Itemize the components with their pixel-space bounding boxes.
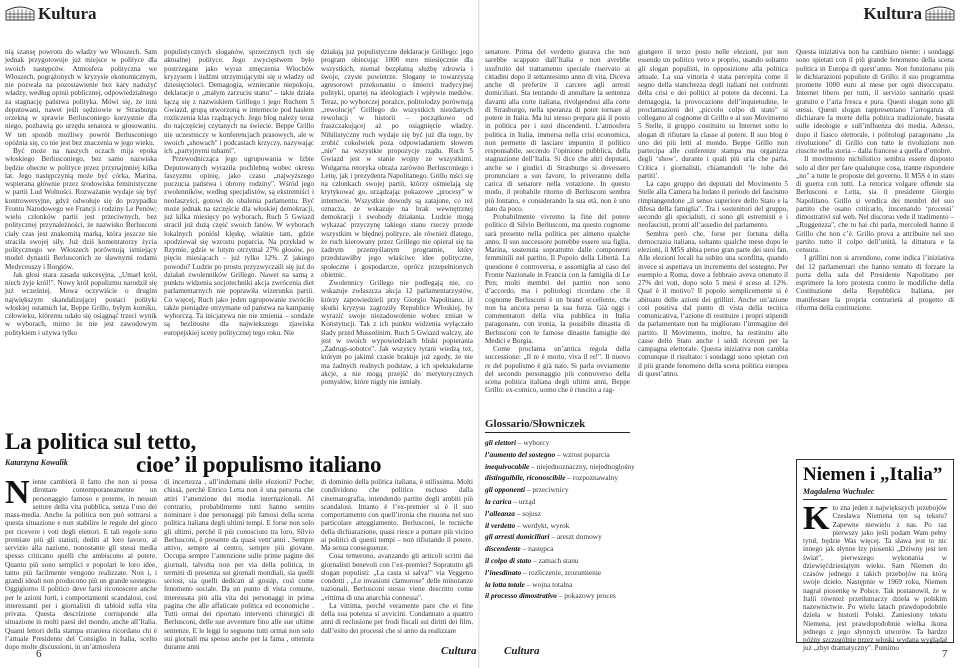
glossary-term: gli elettori <box>485 438 516 447</box>
paragraph: populistycznych sloganów, sprzecznych tych się aktualnej polityce. Jego zwycięstwem było postrzegane jako wyraz zmęczenia Włochów kryzysem i ludźmi utrzymującymi się u władzy od dziesięcioleci. Demagogia, wzniecanie niepokoju, deklaracje o „małym zarzuciu stanu" – takie działa łączą się z nazwiskiem Grillego i jego Ruchem 5 Gwiazd, grupą utworzoną w internecie pod hasłem rozliczenia klas rządzących. Jego blog należy teraz do najczęściej czytanych na świecie. Beppe Grillo nie uczestniczy w konferencjach prasowych, ale w swoich „showach" i podcastach krzyczy, nazywając ich „partyjnymi tubami". <box>164 48 314 155</box>
glossary-translation: – areszt domowy <box>551 532 602 542</box>
glossary-entry <box>485 449 630 461</box>
glossary-entry <box>485 555 630 567</box>
page-number: 7 <box>942 648 948 660</box>
paragraph: senatore. Prima del verdetto giurava che non sarebbe scappato dall’Italia e non avrebbe usufruito del trattamento speciale riservato ai cittadini dopo il settantesimo anno di vita. Diceva anche di preferire il carcere agli arresti domiciliari. Sta tentando di annullare la sentenza davanti alla corte italiana, rivolgendosi alla corte di Strasburgo, nella speranza di poter tornare al potere in Italia. Ma lui stesso prepara già il posto in politica per i suoi discendenti. L’atmosfera politica in Italia, immersa nella crisi economica, non permette di lasciare impunito il politico responsabile, secondo l’opinione pubblica, della stagnazione dell’Italia. Si dice che altri deputati, anche se i giudici di Strasburgo si dovessero pronunciare a suo favore, lo priveranno della carica di senatore nella votazione. In questo modo, il probabile ritorno di Berlusconi sembra più lontano, e considerando la sua età, non è uno dato da poco. <box>485 48 630 213</box>
paragraph: giungere il terzo posto nelle elezioni, pur non essendo un politico vero e proprio, usando soltanto gli slogan populisti, in opposizione alla politica attuale. La sua vittoria è stata percepita come il segno della stanchezza degli italiani nei confronti della crisi e dei politici al potere da decenni. La demagogia, la provocazione dell’inquietudine, le proclamazioni del „piccolo colpo di stato" si collegano al cognome di Grillo e al suo Movimento 5 Stelle, il gruppo costituito su Internet sotto lo slogan di rifiutare la classe al potere. Il suo blog è uno dei più letti al mondo. Beppe Grillo non partecipa alle conferenze stampa ma organizza degli ‘show’, durante i quali più urla che parla. Critica i giornalisti, chiamandoli ‘le tube dei partiti’. <box>638 48 788 180</box>
glossary-entry <box>485 472 630 484</box>
drop-cap: N <box>5 474 30 511</box>
glossary <box>485 418 635 643</box>
glossary-term: il processo dimostrativo <box>485 591 557 601</box>
glossary-term: la carica <box>485 496 512 506</box>
paragraph: I grillini non si arrendono, come indica l’iniziativa dei 12 parlamentari che hanno tentato di forzare la porta della sala del Presidente Napolitano per esprimere la loro protesta contro le modifiche della Costituzione della Repubblica Italiana, per manifestare la propria contrarietà al progetto di riforma della costituzione. <box>796 254 954 312</box>
glossary-term: distinguibile, riconoscibile <box>485 473 566 483</box>
paragraph: nią szansę powrotu do władzy we Włoszech. Sam jednak przygotowuje już miejsce w polityce dla swoich następców. Atmosfera polityczna we Włoszech, pogrążonych w kryzysie ekonomicznym, nie pozwala na pozostawienie bez kary nadużyć władzy, według opinii publicznej, odpowiedzialnego za stagnację państwa polityka. Mówi się, że inni deputowani, nawet jeśli sędziowie w Strasburgu orzekną w sprawie Berlusconiego korzystnie dla niego, pozbawią go urzędu senatora w głosowaniu. W ten sposób możliwy powrót Berlusconiego opóźnia się, co nie jest bez znaczenia w jego wieku. <box>5 48 157 147</box>
glossary-term: l’alleanza <box>485 508 515 518</box>
glossary-translation: – urząd <box>513 496 536 506</box>
glossary-term: gli opponenti <box>485 485 526 495</box>
sidebox-author: Magdalena Wachulec <box>803 487 875 496</box>
italian-column-5 <box>638 48 788 638</box>
glossary-divider <box>485 432 630 433</box>
coliseum-icon <box>5 5 35 21</box>
italian-column-4 <box>485 48 630 418</box>
glossary-entry <box>485 437 630 449</box>
article-title: La politica sul tetto, <box>5 429 197 454</box>
glossary-entry <box>485 590 630 602</box>
article-column-2 <box>164 48 314 408</box>
glossary-term: l’inesdinato <box>485 567 522 577</box>
paragraph: Zwolennicy Grillego nie podlegają nie, co wskazuje zwłaszcza akcja 12 parlamentarzystów, którzy zapowiedzieli przy Giorgio Napolitano, iż skutki kryzysu zagroziły Republice Włoskiej, by wyrazić swoje niezadowolenie wobec zmian w Konstytucji. Tak z ich punktu widzenia wyłączało ślady przed Mussolinim. Ruch 5 Gwiazd walczy, ale jest w swoich wypowiedziach bliski popierania „Zadrugi-sobotce". Jak wszyscy tyrani wiedzą też, którym po jakimś czasie brakuje już zgody, że nie ma żadnych realnych podstaw, a ich spektakularne akcje, a nie mogą przejść do merytorycznych pomysłów, które nigdy nie istniały. <box>321 279 473 386</box>
glossary-term: discendente <box>485 544 521 554</box>
glossary-term: gli arresti domiciliari <box>485 532 550 542</box>
glossary-translation: – przeciwnicy <box>526 485 569 495</box>
glossary-translation: – wzrost poparcia <box>557 449 610 459</box>
niemen-sidebox <box>796 459 954 653</box>
paragraph: Come proclama un’antica regola della successione: „Il re è morto, viva il re!". Il nuovo re del populismo è già nato. Si parla ovviamente del secondo personaggio più controverso della scena politica italiana degli ultimi anni, Beppe Grillo: ex-comico, uomo che è riuscito a rag- <box>485 345 630 395</box>
footer-section-label: Cultura <box>504 645 540 657</box>
glossary-translation: – następca <box>522 544 554 554</box>
paragraph: iente cambierà il fatto che non si possa dirottare contemporaneamente un personaggio famoso e potente, in nessun settore della vita pubblica, senza l’uso dei mass-media. Anche la politica non può sottrarsi a questa situazione e non stabilire le regole del gioco per ricevere i voti degli elettori. E tali regole sono premiate più gli statisti, dediti al loro lavoro, al servizio alla nazione, nonostante gli stessi media spesso criticano quelli che ambiscono al potere. Quanto più sono semplici e popolari le loro idee, tanto più facilmente vengono realizzate. Non i, i grandi ideali non producono più un grande sostegno. Oggigiorno il politico deve farsi riconoscere anche per le azioni forti, i comportamenti scandalosi, così interessanti per i giornalisti di tabloid sulla vita privata. Questa descrizione corrisponde alla situazione in molti paesi del mondo, anche all’Italia. Quanti lettori della stampa straniera ricordano chi è l’attuale Presidente del Consiglio in Italia, sceltо dopo molte discussioni, in un’atmosfera <box>5 478 157 651</box>
glossary-entry <box>485 508 630 520</box>
glossary-translation: – wyborcy <box>517 438 550 447</box>
paragraph: to zna jeden z największych przebojów Czesława Niemena ten są tekstu? Zapewne niewielu z nas. Po raz pierwszy jako jeśli podam Wam pełny tytuł, będzie Was więcej. Ta sława jest to nic innego jak słynne łzy piosenki „Dziwny jest ten świat", pierwszego wykonania w dziewięćdziesiątym wieku. Sam Niemen do czasów jednego z takich przebojów na którą swoje dzieło. Następnie w 1969 roku, Niemen nagrał piosenkę w Polsce. Tak postanowił, że w Italii również przetłumaczy dzieła w polskim nazewnictwie. Po wielu latach prawdopodobnie dzieła w historii Polski. Zaniesiony tekstu Niemena, jest prawdopodobnie wielka ikona jednego z jego słynnych utworów. Ta bardzo późny szczególnie przez włoski wydana wyglądał już „zbyt dramatyczny". Pomimo <box>803 504 947 653</box>
paragraph: Questa iniziativa non ha cambiato niente: i sondaggi sono spietati con il più grande fenomeno della scena politica in Europa di quest’anno. Non funzionano più le dichiarazioni populiste di Grillo: il suo programma promette 1000 euro al mese per ogni disoccupato. Internet libero per tutti, il servizio sanitario quasi gratuito e l’aria fresca e pura. Questi slogan sono gli stessi. Questi slogan rappresentano l’arroganza di dichiarare la morte della politica tradizionale, basata sulle ideologie e sull’influenza dei media. Adesso, dopo il fiasco elettorale, i politologi paragonano „la rivoluzione" di Grillo con tutte le rivoluzioni non riuscite nella storia – dalla francese a quella d’ottobre. <box>796 48 954 155</box>
paragraph: La capo gruppo dei deputati del Movimento 5 Stelle alla Camera ha lodato il periodo del fascismo rimpiangendone „il senso superiore dello Stato e la difesa della famiglia". Tra i sostenitori del gruppo, secondo gli specialisti, ci sono gli estremisti e i neofascisti, pronti all’assedio del parlamento. <box>638 180 788 230</box>
paragraph: La vittima, perché veramente pare che ei fine della sua potenza si avvicini. Condannato a quattro anni di reclusione per frodi fiscali sui diritti dei film, dall’esito dei processi che si anno da realizzare <box>321 601 473 635</box>
glossary-term: il colpo di stato <box>485 555 532 565</box>
glossary-heading: Glossario/Słowniczek <box>485 418 586 430</box>
glossary-translation: – rozpoznawalny <box>567 473 619 483</box>
glossary-term: la lotta totale <box>485 579 525 589</box>
article-column-1 <box>5 48 157 408</box>
glossary-entry <box>485 496 630 508</box>
paragraph: Il movimento nichilistico sembra essere disposto solo al dire per fare qualunque cosa, tranne rispondere „no" a tutte le proposte del governo. Il M5S è in stato di guerra con tutti. La retorica volgare offende sia Berlusconi e Letta, sia il presidente Giorgio Napolitano. Grillo si vendica dei membri del suo partito che osano criticarlo, inscenando ‘processi’ dimostrativi sul web. Nel discorso vede il tradimento – „Ruggenzza", che tu hai chi parla, mercoledì hanno il Grillo che non c’è. Grillo prova a attribuire nel suo partito tutto il colpo dell’unità, la dittatura e la censura. <box>796 155 954 254</box>
paragraph: Sembra però che, forse per fortuna della democrazia italiana, soltanto qualche mese dopo le elezioni, il M5S abbia perso gran parte dei suoi fan. Alle elezioni locali ha subito una sconfitta, quando invece si aspettava un incremento del sostegno. Per esempio a Roma, dove a febbraio aveva ottenuto il 27% dei voti, dopo solo 5 mesi è sceso al 12%. Qual è il motivo? Il popolo semplicemente si è abituato delle azioni dei grillini. Anche un’azione così positiva dal punto di vista della tecnica comunicativa, l’azione di restituire i propri stipendi da parlamentare non ha migliorato l’immagine del partito. Il Movimento, inoltre, ha restituito alle casse dello Stato anche i soldi ricevuti per la campagna elettorale. Questa iniziativa non cambia comunque il risultato: i sondaggi sono spietati con il più grande fenomeno della scena politica europea di quest’anno. <box>638 229 788 378</box>
sidebox-title: Niemen i „Italia” <box>803 464 943 485</box>
italian-column-6 <box>796 48 954 448</box>
italian-column-1 <box>5 474 157 651</box>
glossary-entry <box>485 520 630 532</box>
glossary-term: l’aumento del sostegno <box>485 449 556 459</box>
glossary-entry <box>485 567 630 579</box>
article-column-3 <box>321 48 473 408</box>
paragraph: di dominio della politica italiana, è utilissima. Molti condividono che politico escluso dalla cinematografia, intendendo partite degli ambiti più scandalosi. Intanto è l’ex-premier si è il suo comportamento con quell’ironia che risuona nel suo particolare atteggiamento. Berlusconi, le tecniche della dichiarazione, quasi riesce a portare più vicino ai politici di questi tempi – non rifiutando il potere. Ma senza conseguenze. <box>321 478 473 552</box>
coliseum-icon <box>925 5 955 21</box>
glossary-translation: – rozliczenie, zrozumienie <box>523 567 602 577</box>
paragraph: działają już populistyczne deklaracje Grillego: jego program obiecując 1000 euro miesięcznie dla wszystkich, niemal bezpłatną służbę zdrowia i śwoje, czyste powietrze. Slogany te towarzyszą agresorowi przekonaniu o śmierci tradycyjnej polityki, opartej na ideologiach i wpływie mediów. Teraz, po wyborczej porażce, politolodzy porównują „rewolucję" Grillego do wszystkich niezdanych rewolucji w historii – początkowo od fraszczakującej aż po osiągnięcie władzy. Nihilistyczny ruch wydaje się być już dla tego, by zrobić cokolwiek poza odpowiadaniem słowem „nie" na wszystkie propozycje rządu. Ruch 5 Gwiazd jest w stanie wojny ze wszystkimi. Wulgarna retoryka obraża zarówno Berlusconiego i Lettę, jak i prezydenta Napolitanego. Grillo mści się na członkach swojej partii, którzy ośmielają się krytykować go, urządzając pokazowe „procesy" w internecie. Wszystkie dowody są zatajone, co też oznacza, że wskazuje na brak wewnętrznej demokracji i swobody działania. Ludzie mogą wykazać przyczynę takiego stanu rzeczy przede wszystkim w błędnej polityce, ale również dlatego, że ruch kierowany przez Grillego nie opierał się na żadnym przemyślanym programie, który przedstawiłby jego właściwe idee polityczne, społeczne i gospodarcze, oprócz przepełnionych obietnic. <box>321 48 473 279</box>
glossary-entry <box>485 484 630 496</box>
drop-cap: K <box>803 500 830 537</box>
glossary-entry <box>485 531 630 543</box>
glossary-translation: – wojna totalna <box>526 579 573 589</box>
glossary-translation: – pokazowy proces <box>558 591 616 601</box>
glossary-entry <box>485 461 635 473</box>
footer-section-label: Cultura <box>441 645 477 657</box>
glossary-entry <box>485 579 630 591</box>
section-label: Kultura <box>38 4 97 23</box>
section-label: Kultura <box>863 4 922 23</box>
glossary-term: inequivocabile <box>485 461 530 471</box>
paragraph: Cosa temerono, avanzando gli articoli scritti dai giornalisti benevoli con l’ex-premier? Sopratutto gli slogan populisti: „La casta si salva!" via Veggeno condotti , „Le invasioni clamorose" delle minoranze nazionali. Berlusconi stesso viene descritto come „vittima di una anarchia connessa". <box>321 552 473 602</box>
paragraph: Jak głosi stara zasada sukcesyjna, „Umarł król, niech żyje król!". Nowy król populizmu narodził się już wcześniej. Mowa oczywiście o drugim największym skandalizującej postaci polityki włoskiej ostatnich lat, Beppe Grillo, byłym komiku, człowieku, któremu udało się osiągnąć trzeci wynik w wyborach, mimo że nie jest zawodowym politykiem i używa tylko <box>5 270 157 337</box>
article-author: Katarzyna Kowalik <box>5 458 68 467</box>
glossary-translation: – zamach stanu <box>533 555 579 565</box>
italian-column-3 <box>321 478 473 638</box>
glossary-translation: – werdykt, wyrok <box>517 520 570 530</box>
italian-column-2 <box>164 478 314 651</box>
glossary-translation: – niejednoznaczny, niejednoglośny <box>531 461 635 471</box>
article-subtitle: cioe’ il populismo italiano <box>136 452 382 477</box>
paragraph: Przewodnicząca jego ugrupowania w Izbie Deputowanych wyraziła pochlebną wobec okresu faszyzmu opinię, jako czasu „najwyższego poczucia państwa i obrony rodziny". Wśród jego zwolenników, według specjalistów, są ekstremiści i neofaszyści, gotowi do obalenia parlamentu. Być może jednak na szczęście dla włoskiej demokracji, już kilka miesięcy po wyborach, Ruch 5 Gwiazd stracił już dużą część swoich fanów. W wyborach lokalnych poniósł klęskę, właśnie tam, gdzie spodziewał się wzrostu poparcia. Na przykład w Rzymie, gdzie w lutym otrzymał 27% głosów, po pięciu miesiącach – już tylko 12%. Z jakiego powodu? Ludzie po prostu przyzwyczaili się już do działań zwolenników Grillego. Nawet na samą z punktu widzenia socjotechniki akcja zwrócenia diet parlamentarnych nie poprawiła wizerunku partii. Co więcej, Ruch jako jeden ugrupowanie zwróciło także pieniądze otrzymane od państwa na kampanię wyborczą. Ta inicjatywa nie nie zmienia – sondaże są bezlitosne dla najwiekszego zjawiska europejskiej sceny politycznej tego roku. Nie <box>164 155 314 337</box>
sidebox-text <box>803 500 947 653</box>
paragraph: Być może na naszych oczach mija epoka włoskiego Berlusconiego, bez samo nazwiska będzie obecne w polityce przez przynajmniej kilka lat. Jego następczynią może być córka, Marina, wspierana głównie przez środowiska feministyczne w partii Lud Wolności. Rozważanie wydaje się być kontrowersyjne, gdyż odwołuje się do przypadku Frontu Narodowego we Francji i rodziny Le Penów; wielu członków partii jest przeciwnych, bez politycznej przynależności, że nazwisko Berlusconi ciały czas jest znakomitą marką, która jeszcze nie straciła swojej siły. Już dziś komentatorzy życia politycznego we Włoszech porównują istniejący model dynastii Berlusconich ze sławnymi rodami Medyceuszy i Borgiów. <box>5 147 157 271</box>
paragraph: Probabilmente vivremo la fine del potere politico di Silvio Berlusconi, ma questo cognome sarà presente nella politica per almeno qualche anno. Il suo successore potrebbe essere sua figlia, Marina, sostenuta soprattutto dalle componenti femminili nel partito, Il Popolo della Libertà. La questione è controversa, e assomiglia al caso del Fronte Nazionale in Francia con la famiglia di Le Pen; molti membri del partito non sono d’accordo, ma i politologi ricordano che il cognome Berlusconi è un brand eccellente, che non ha ancora perso la sua forza. Già oggi i commentatori della vita pubblica in Italia paragonano, con ironia, la possibile dinastia di Berlusconi con le famose dinastie famiglie dei Medici e Borgia. <box>485 213 630 345</box>
glossary-term: il verdetto <box>485 520 516 530</box>
page-number: 6 <box>36 648 42 660</box>
glossary-entry <box>485 543 630 555</box>
glossary-translation: – sojusz <box>516 508 541 518</box>
right-page <box>480 0 960 668</box>
paragraph: di incertezza , all’indomani delle elezioni? Poche; chissà, perché Enrico Letta non è una persona che attiri l’attenzione dei media internazionali. Al contrario, probabilmente tutti hanno sentito nominare i due personaggi più famosi della scena politica italiana degli ultimi tempi. E forse non solo gli ultimi, perché il più conosciuto tra loro, Silvio Berlusconi, è presente da quasi vent’anni . Sempre attivo, sempre al centro, sempre più giovane. Occupa sempre l’attenzione sulle prime pagine dei giornali, talvolta non per via della politica, in termini di presenza sui giornali mondiali, sia quelli seriosi, sia quelli dedicati al gossip, così come fenomeno sociale. Da un punto di vista comune, interessata più alla vita dei personaggi in prima pagina che alle affaticate politica ed economiche . Tutti ormai dei riportato interventi chirurgici di Berlusconi, delle sue avventure fino alle sue ultime sentenze. E le leggi lo seguono tutti ormai non solo sui giornali ma spesso anche per la fama , ottenuta durante anni <box>164 478 314 651</box>
